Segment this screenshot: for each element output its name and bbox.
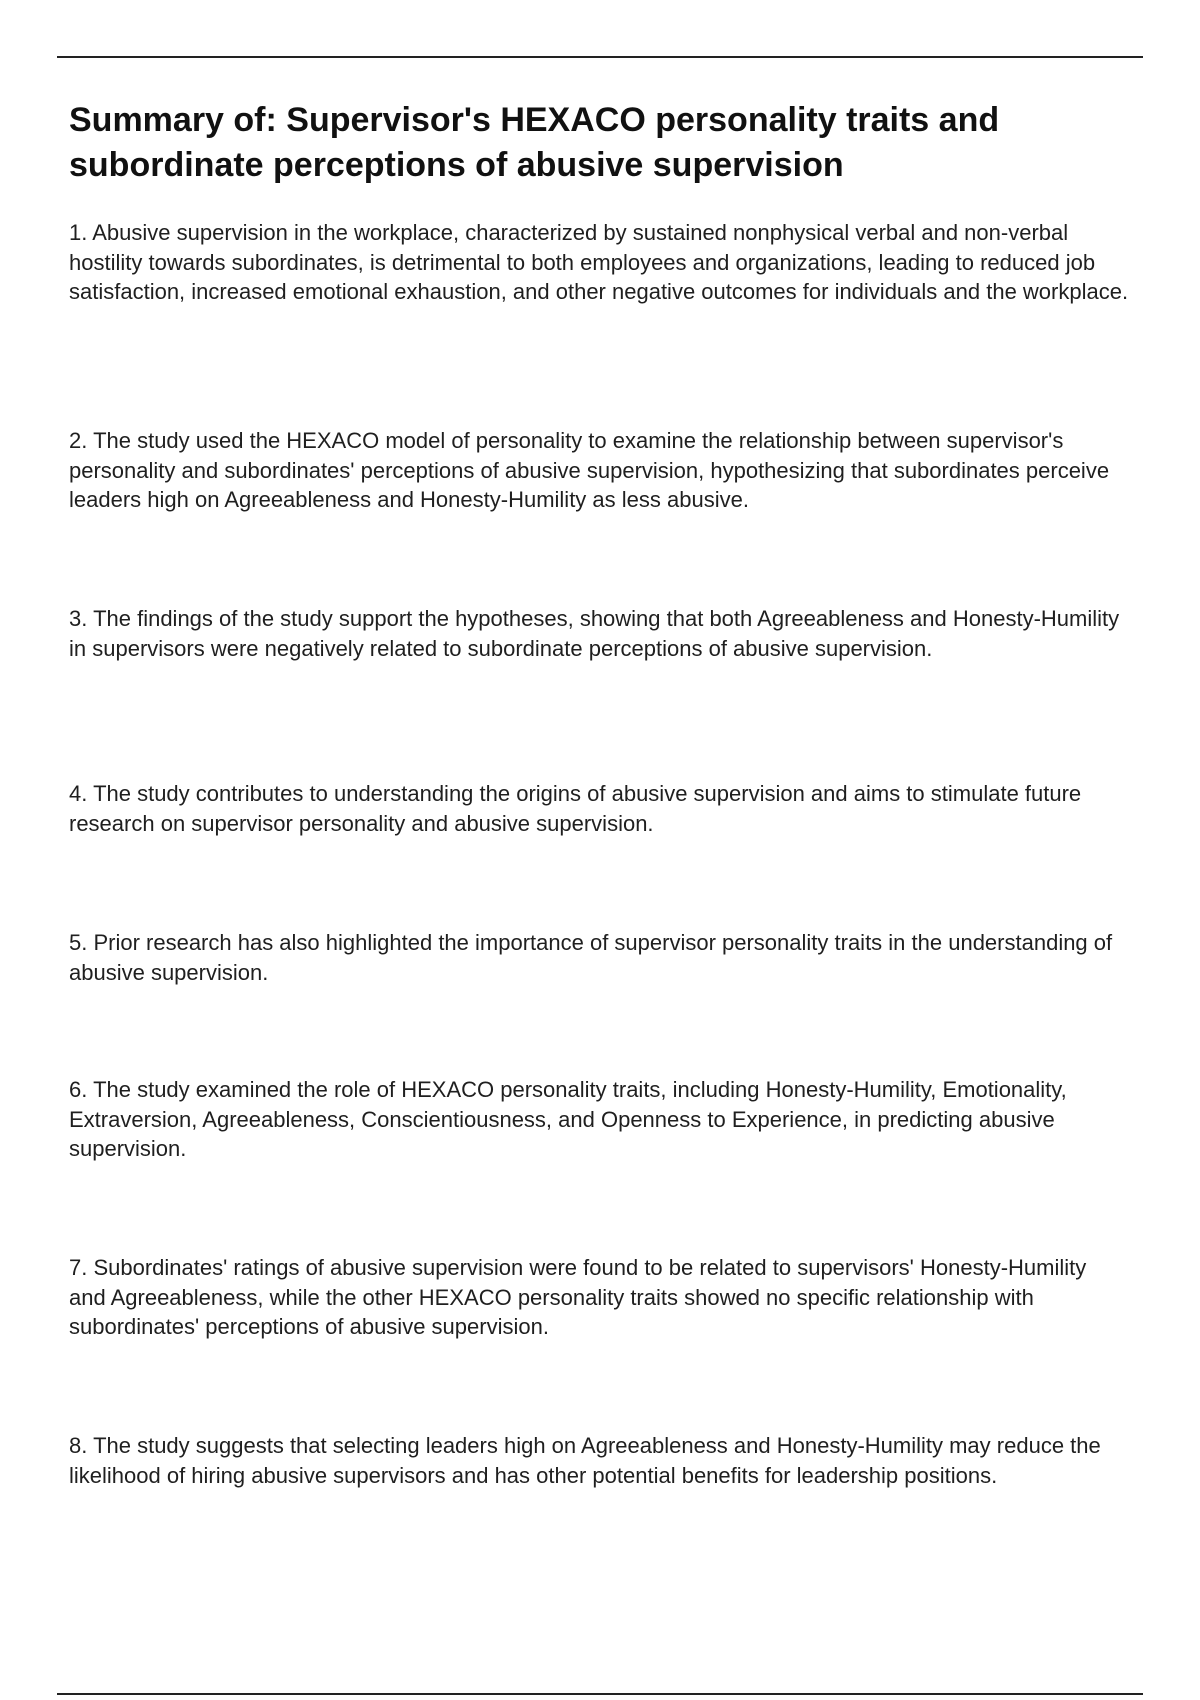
- summary-item-3: 3. The findings of the study support the hypotheses, showing that both Agreeableness and Honesty-Humility in supervisors were negatively related to subordinate perceptions of abusive supervision.: [69, 606, 1120, 661]
- top-divider: [57, 56, 1143, 58]
- summary-item-4: 4. The study contributes to understanding the origins of abusive supervision and aims to stimulate future research on supervisor personality and abusive supervision.: [69, 781, 1082, 836]
- summary-item-5: 5. Prior research has also highlighted the importance of supervisor personality traits in the understanding of abusive supervision.: [69, 930, 1113, 985]
- bottom-divider: [57, 1693, 1143, 1695]
- summary-item-6: 6. The study examined the role of HEXACO personality traits, including Honesty-Humility, Emotionality, Extraversion, Agreeableness, Conscientiousness, and Openness to Experience, in predicting abusive supervision.: [69, 1077, 1067, 1161]
- page-title: Summary of: Supervisor's HEXACO personality traits and subordinate perceptions of abusive supervision: [69, 101, 1000, 184]
- summary-item-7: 7. Subordinates' ratings of abusive supervision were found to be related to supervisors' Honesty-Humility and Agreeableness, while the other HEXACO personality traits showed no specific relationship with subordinates' perceptions of abusive supervision.: [69, 1255, 1087, 1339]
- summary-item-8: 8. The study suggests that selecting leaders high on Agreeableness and Honesty-Humility may reduce the likelihood of hiring abusive supervisors and has other potential benefits for leadership positions.: [69, 1433, 1101, 1488]
- summary-item-2: 2. The study used the HEXACO model of personality to examine the relationship between supervisor's personality and subordinates' perceptions of abusive supervision, hypothesizing that subordinates perceive leaders high on Agreeableness and Honesty-Humility as less abusive.: [69, 428, 1110, 512]
- summary-item-1: 1. Abusive supervision in the workplace, characterized by sustained nonphysical verbal and non-verbal hostility towards subordinates, is detrimental to both employees and organizations, leading to reduced job satisfaction, increased emotional exhaustion, and other negative outcomes for individuals and the workplace.: [69, 220, 1129, 304]
